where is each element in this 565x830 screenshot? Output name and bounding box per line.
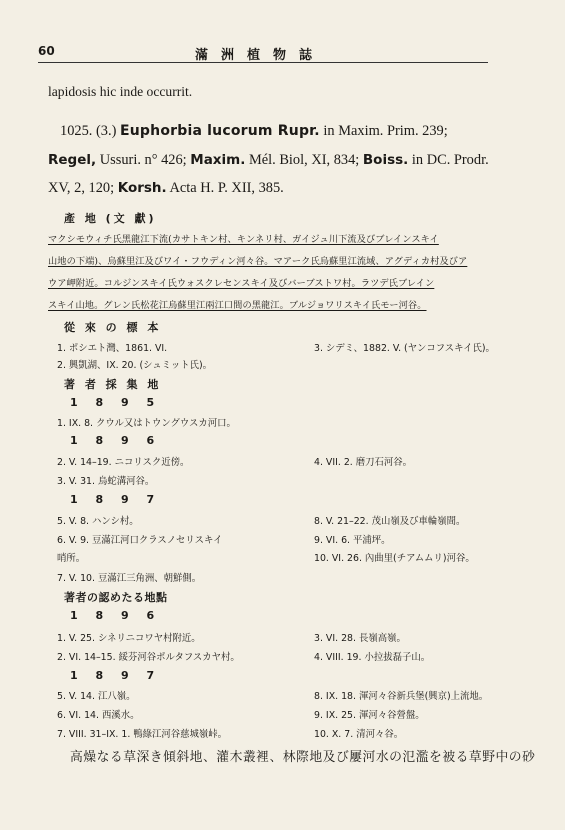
- entry-citation-1: in Maxim. Prim. 239;: [323, 123, 448, 139]
- collected-record-3: 3. V. 31. 烏蛇溝河谷。: [57, 476, 155, 487]
- species-name: Euphorbia lucorum Rupr.: [120, 123, 320, 139]
- author-regel: Regel,: [48, 152, 97, 168]
- entry-citation-2a: Ussuri. n° 426;: [99, 152, 187, 168]
- author-maxim: Maxim.: [190, 152, 246, 168]
- observed-record-5: 5. V. 14. 江八嶺。: [57, 691, 136, 702]
- entry-line-1: [60, 123, 448, 140]
- entry-citation-2b: Mél. Biol, XI, 834;: [248, 152, 360, 168]
- collected-record-7: 7. V. 10. 豆滿江三角洲、朝鮮側。: [57, 573, 202, 584]
- entry-citation-2c: in DC. Prodr.: [411, 152, 489, 168]
- observed-record-1: 1. V. 25. シネリニコワヤ村附近。: [57, 633, 201, 644]
- collected-record-10: 10. VI. 26. 內曲里(チアムムリ)河谷。: [314, 553, 475, 564]
- collected-heading: 著 者 採 集 地: [64, 378, 162, 391]
- entry-citation-3a: XV, 2, 120;: [48, 180, 115, 196]
- year-1895: 1 8 9 5: [70, 396, 162, 409]
- observed-year-1896: 1 8 9 6: [70, 609, 162, 622]
- observed-record-8: 8. IX. 18. 渾河々谷新兵堡(興京)上流地。: [314, 691, 489, 702]
- collected-record-8: 8. V. 21–22. 茂山嶺及び車輪嶺間。: [314, 516, 466, 527]
- origin-line-1: マクシモウィチ氏黑龍江下流(カサトキン村、キンネリ村、ガイジュ川下流及びブレインスキイ: [48, 234, 439, 245]
- previous-record-1: 1. ポシエト灣、1861. VI.: [57, 343, 168, 354]
- entry-citation-3b: Acta H. P. XII, 385.: [169, 180, 284, 196]
- observed-year-1897: 1 8 9 7: [70, 669, 162, 682]
- observed-record-10: 10. X. 7. 清河々谷。: [314, 729, 404, 740]
- previous-record-2: 2. 興凱湖、IX. 20. (シュミット氏)。: [57, 360, 213, 371]
- intro-text: lapidosis hic inde occurrit.: [48, 84, 193, 99]
- collected-record-9: 9. VI. 6. 平浦坪。: [314, 535, 391, 546]
- entry-line-2: [48, 152, 489, 169]
- footer-text: 高燥なる草深き傾斜地、灌木叢裡、林際地及び屢河水の氾濫を被る草野中の砂: [70, 750, 536, 765]
- running-title: 滿洲植物誌: [195, 48, 326, 63]
- collected-record-6-cont: 哨所。: [57, 553, 86, 564]
- collected-record-1: 1. IX. 8. クウル又はトウングウスカ河口。: [57, 418, 236, 429]
- collected-record-5: 5. V. 8. ハンシ村。: [57, 516, 139, 527]
- entry-sub-number: (3.): [96, 123, 117, 139]
- author-boiss: Boiss.: [362, 152, 409, 168]
- year-1896: 1 8 9 6: [70, 434, 162, 447]
- page-number: 60: [38, 44, 55, 58]
- collected-record-2: 2. V. 14–19. ニコリスク近傍。: [57, 457, 190, 468]
- observed-heading: 著者の認めたる地點: [64, 591, 168, 604]
- origin-line-2: 山地の下端)、烏蘇里江及びワイ・フウディン河々谷。マアーク氏烏蘇里江流域、アグディカ村及びア: [48, 256, 468, 267]
- previous-record-3: 3. シデミ、1882. V. (ヤンコフスキイ氏)。: [314, 343, 495, 354]
- origin-line-4: スキイ山地。グレン氏松花江烏蘇里江兩江口間の黑龍江。ブルジョワリスキイ氏モー河谷。: [48, 300, 427, 311]
- header-rule: [38, 62, 488, 63]
- observed-record-3: 3. VI. 28. 長嶺高嶺。: [314, 633, 406, 644]
- collected-record-4: 4. VII. 2. 磨刀石河谷。: [314, 457, 413, 468]
- observed-record-9: 9. IX. 25. 渾河々谷營盤。: [314, 710, 425, 721]
- observed-record-7: 7. VIII. 31–IX. 1. 鴨綠江河谷慈城嶺峠。: [57, 729, 228, 740]
- observed-record-2: 2. VI. 14–15. 綏芬河谷ポルタフスカヤ村。: [57, 652, 240, 663]
- observed-record-4: 4. VIII. 19. 小拉拔磊子山。: [314, 652, 431, 663]
- entry-line-3: [48, 180, 284, 197]
- collected-record-6: 6. V. 9. 豆滿江河口クラスノセリスキイ: [57, 535, 223, 546]
- year-1897: 1 8 9 7: [70, 493, 162, 506]
- observed-record-6: 6. VI. 14. 西溪水。: [57, 710, 140, 721]
- origin-line-3: ウア岬附近。コルジンスキイ氏ウォスクレセンスキイ及びバーブストワ村。ラツデ氏ブレイン: [48, 278, 435, 289]
- entry-number: 1025.: [60, 123, 93, 139]
- origin-heading: 產 地 (文 獻): [64, 212, 157, 225]
- author-korsh: Korsh.: [117, 180, 167, 196]
- previous-specimens-heading: 從 來 の 標 本: [64, 321, 162, 334]
